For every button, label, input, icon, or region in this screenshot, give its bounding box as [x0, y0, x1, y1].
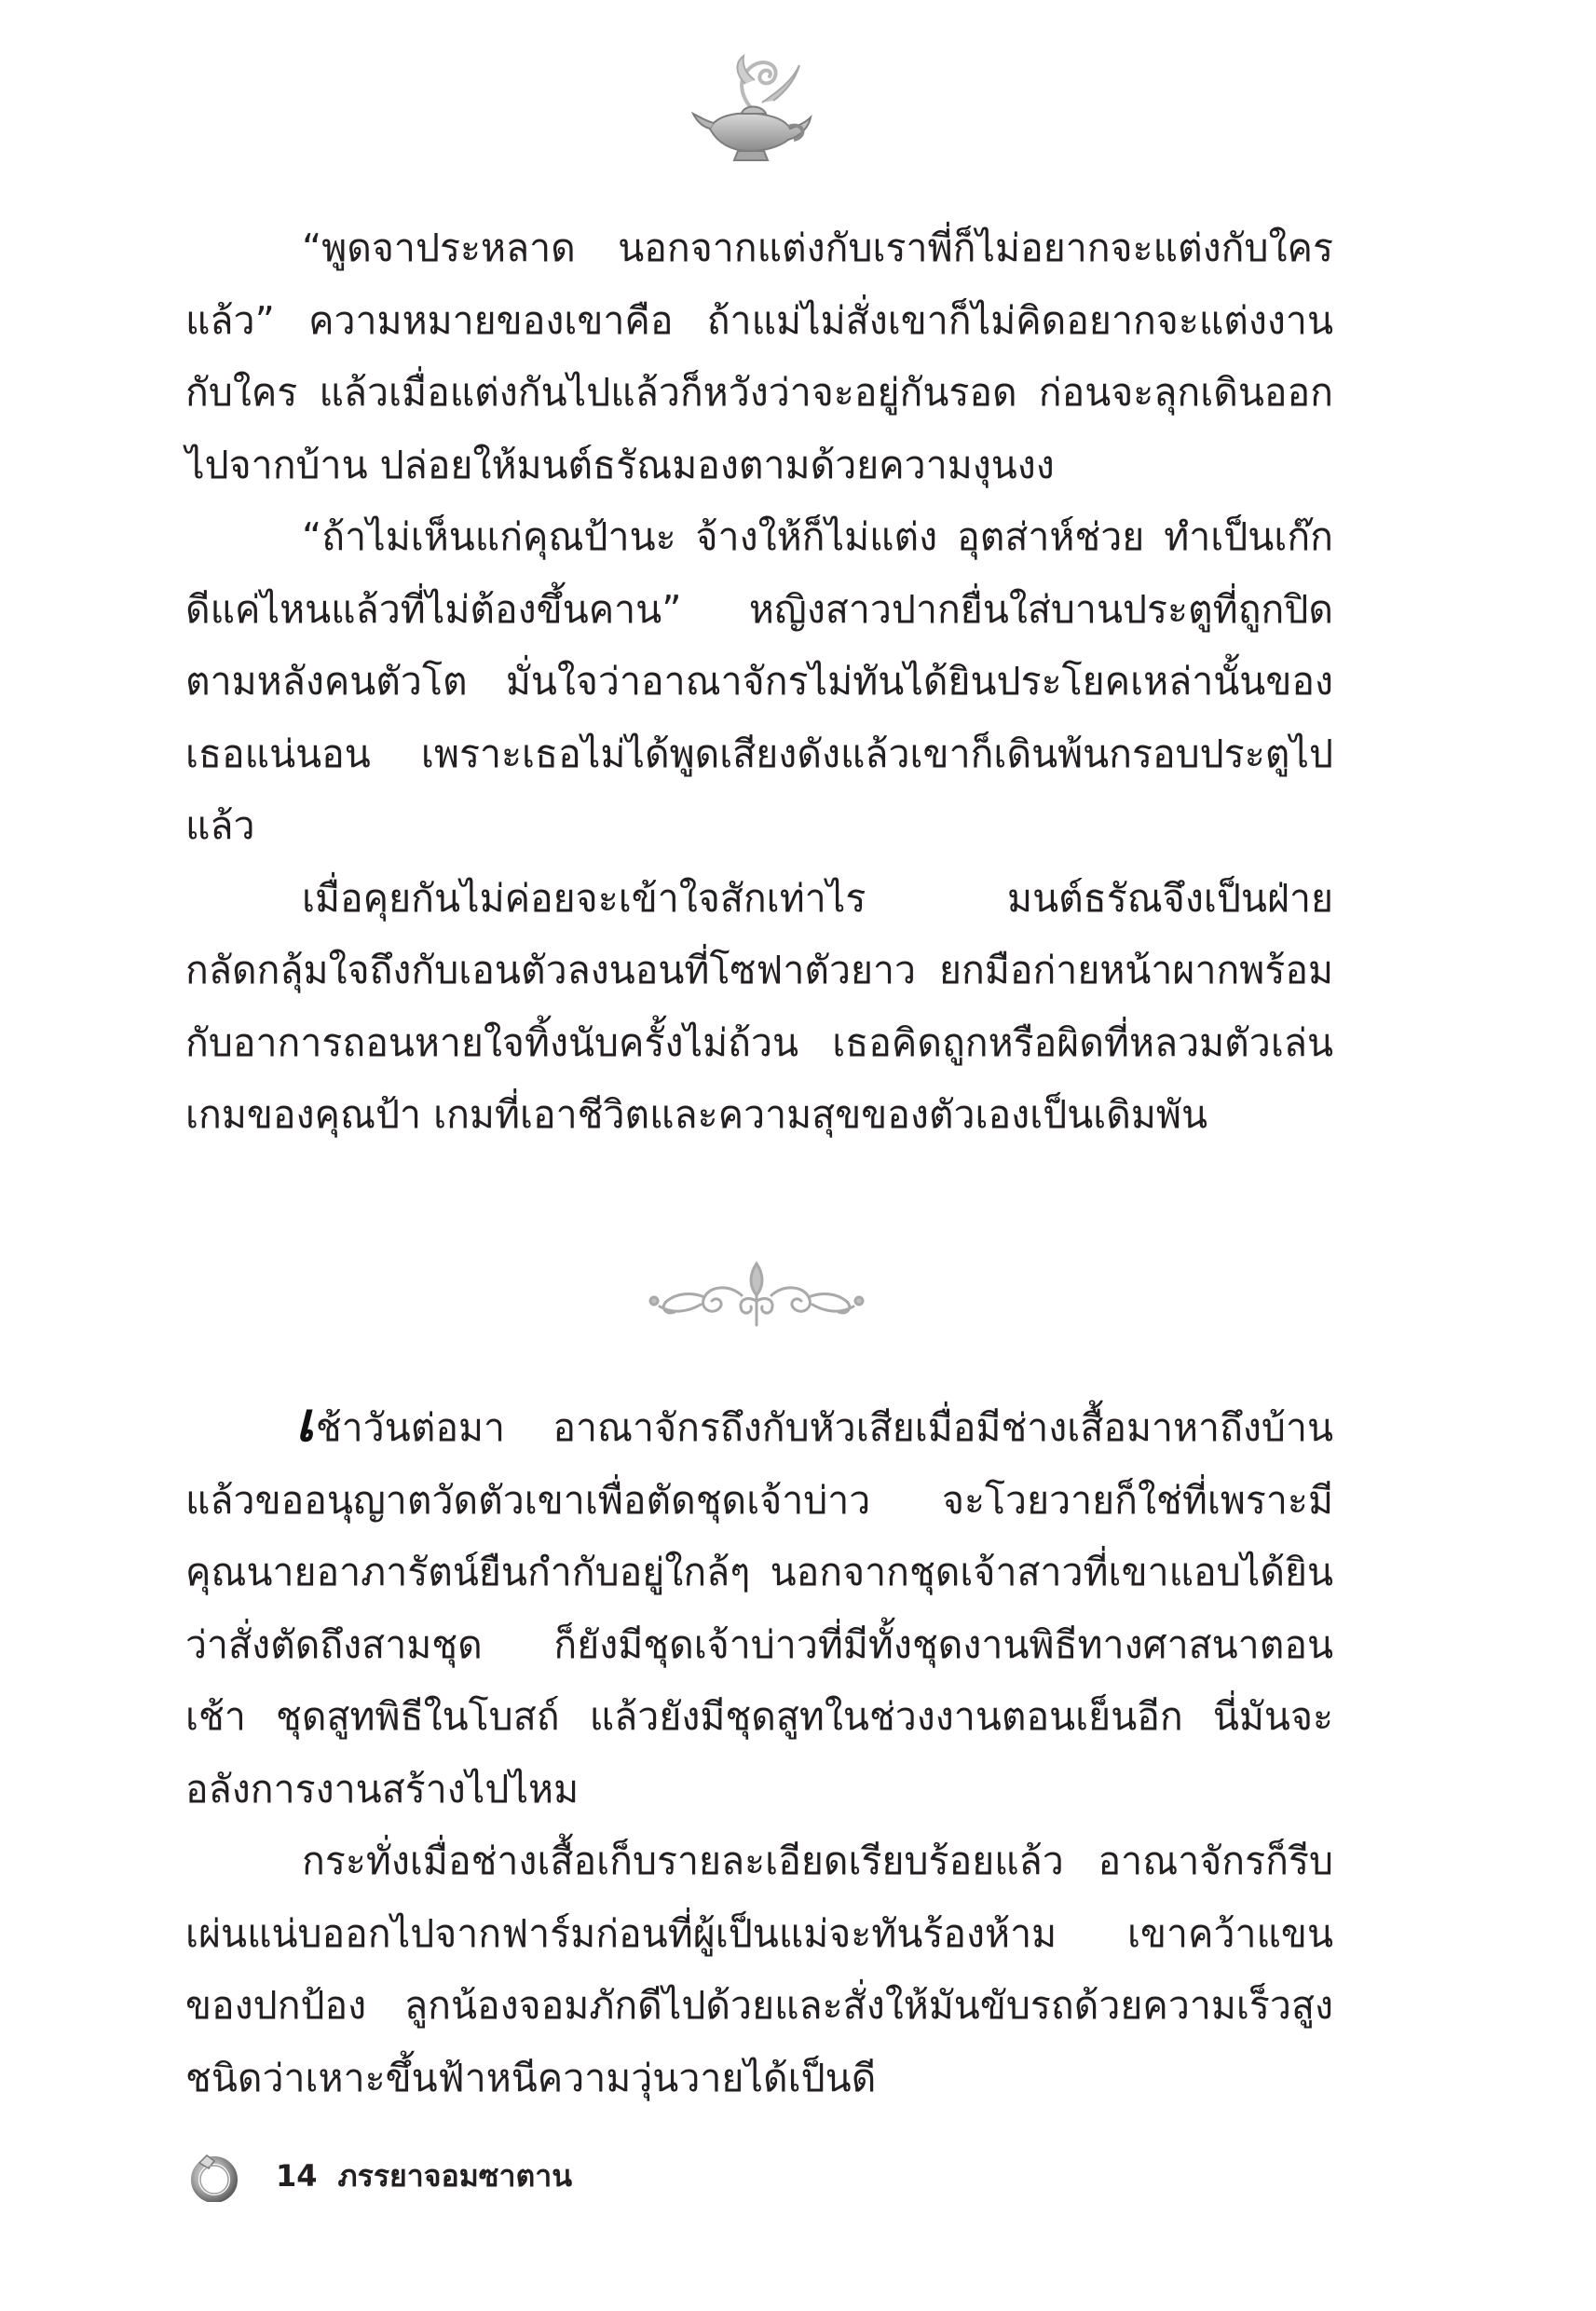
body-section-1 — [185, 212, 1333, 1152]
paragraph: “พูดจาประหลาด นอกจากแต่งกับเราพี่ก็ไม่อยากจะแต่งกับใครแล้ว” ความหมายของเขาคือ ถ้าแม่ไม่สั่งเขาก็ไม่คิดอยากจะแต่งงานกับใคร แล้วเมื่อแต่งกันไปแล้วก็หวังว่าจะอยู่กันรอด ก่อนจะลุกเดินออกไปจากบ้าน ปล่อยให้มนต์ธรัณมองตามด้วยความงุนงง — [185, 226, 1333, 487]
page-number: 14 — [276, 2158, 318, 2194]
flourish-divider-icon — [645, 1258, 868, 1333]
paragraph: “ถ้าไม่เห็นแก่คุณป้านะ จ้างให้ก็ไม่แต่ง อุตส่าห์ช่วย ทำเป็นเก๊กดีแค่ไหนแล้วที่ไม่ต้องขึ้นคาน” หญิงสาวปากยื่นใส่บานประตูที่ถูกปิดตามหลังคนตัวโต มั่นใจว่าอาณาจักรไม่ทันได้ยินประโยคเหล่านั้นของเธอแน่นอน เพราะเธอไม่ได้พูดเสียงดังแล้วเขาก็เดินพ้นกรอบประตูไปแล้ว — [185, 514, 1333, 848]
paragraph: กระทั่งเมื่อช่างเสื้อเก็บรายละเอียดเรียบร้อยแล้ว อาณาจักรก็รีบเผ่นแน่บออกไปจากฟาร์มก่อนที่ผู้เป็นแม่จะทันร้องห้าม เขาคว้าแขนของปกป้อง ลูกน้องจอมภักดีไปด้วยและสั่งให้มันขับรถด้วยความเร็วสูงชนิดว่าเหาะขึ้นฟ้าหนีความวุ่นวายได้เป็นดี — [185, 1839, 1333, 2100]
book-title: ภรรยาจอมซาตาน — [337, 2157, 573, 2194]
body-section-2 — [185, 1387, 1333, 2114]
ring-icon — [186, 2150, 239, 2202]
page-footer — [186, 2148, 572, 2204]
drop-cap: เ — [295, 1390, 314, 1454]
paragraph-text: ช้าวันต่อมา อาณาจักรถึงกับหัวเสียเมื่อมีช่างเสื้อมาหาถึงบ้านแล้วขออนุญาตวัดตัวเขาเพื่อตัดชุดเจ้าบ่าว จะโวยวายก็ใช่ที่เพราะมีคุณนายอาภารัตน์ยืนกำกับอยู่ใกล้ๆ นอกจากชุดเจ้าสาวที่เขาแอบได้ยินว่าสั่งตัดถึงสามชุด ก็ยังมีชุดเจ้าบ่าวที่มีทั้งชุดงานพิธีทางศาสนาตอนเช้า ชุดสูทพิธีในโบสถ์ แล้วยังมีชุดสูทในช่วงงานตอนเย็นอีก นี่มันจะอลังการงานสร้างไปไหม — [185, 1405, 1333, 1812]
paragraph: เมื่อคุยกันไม่ค่อยจะเข้าใจสักเท่าไร มนต์ธรัณจึงเป็นฝ่ายกลัดกลุ้มใจถึงกับเอนตัวลงนอนที่โซฟาตัวยาว ยกมือก่ายหน้าผากพร้อมกับอาการถอนหายใจทิ้งนับครั้งไม่ถ้วน เธอคิดถูกหรือผิดที่หลวมตัวเล่นเกมของคุณป้า เกมที่เอาชีวิตและความสุขของตัวเองเป็นเดิมพัน — [185, 875, 1333, 1137]
genie-lamp-icon — [689, 47, 820, 168]
paragraph — [185, 1387, 1333, 1826]
